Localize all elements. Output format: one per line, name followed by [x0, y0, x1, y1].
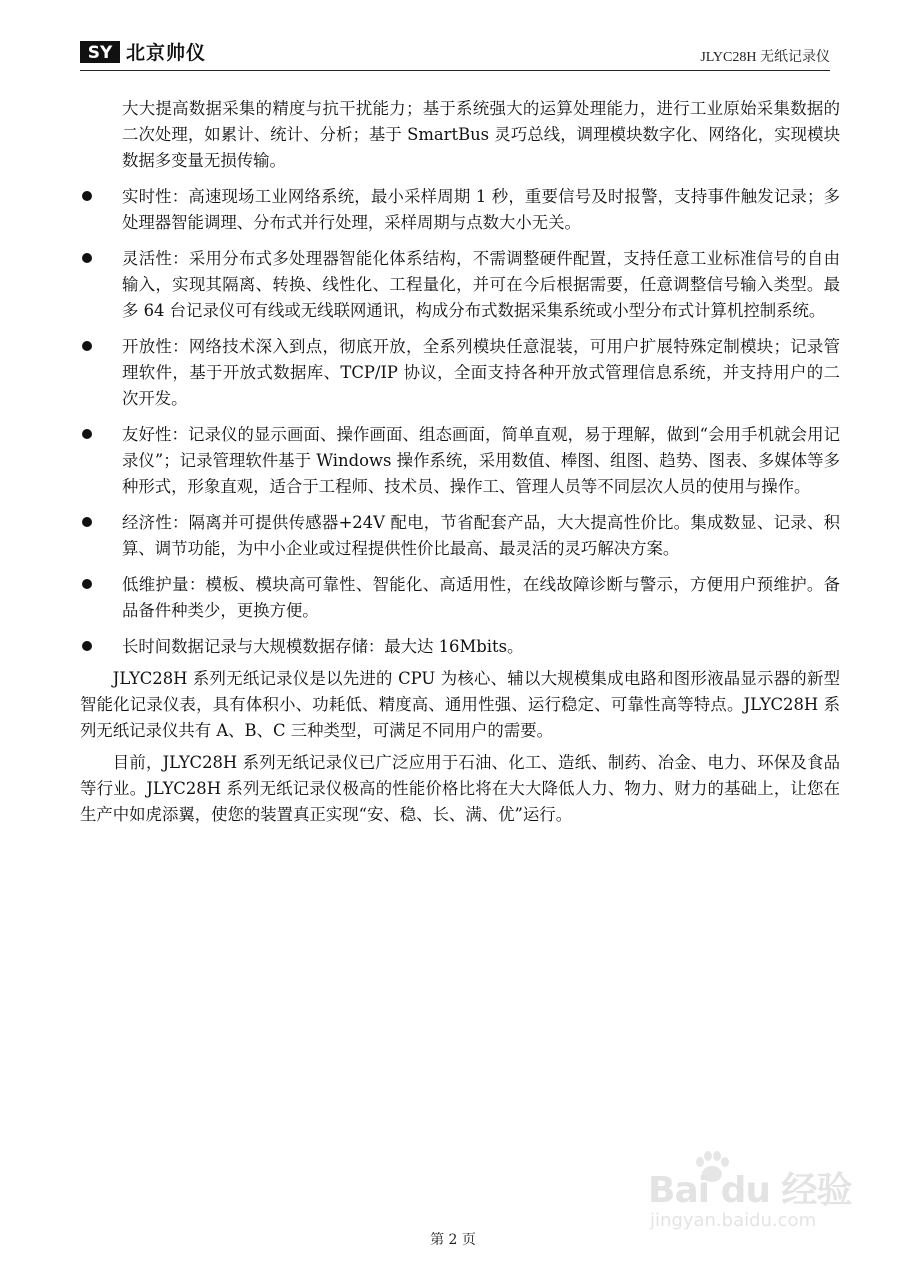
page-header — [80, 34, 830, 71]
bullet-dot-icon — [82, 341, 92, 351]
page-number: 第 2 页 — [430, 1232, 476, 1248]
svg-text:SY: SY — [87, 42, 113, 63]
body-paragraph-intro: JLYC28H 系列无纸记录仪是以先进的 CPU 为核心、辅以大规模集成电路和图形液晶显示器的新型智能化记录仪表，具有体积小、功耗低、精度高、通用性强、运行稳定、可靠性高等特点。JLYC28H 系列无纸记录仪共有 A、B、C 三种类型，可满足不同用户的需要。 — [80, 669, 840, 740]
bullet-text: 经济性：隔离并可提供传感器+24V 配电，节省配套产品，大大提高性价比。集成数显、记录、积算、调节功能，为中小企业或过程提供性价比最高、最灵活的灵巧解决方案。 — [122, 513, 840, 558]
bullet-text: 长时间数据记录与大规模数据存储：最大达 16Mbits。 — [122, 637, 524, 656]
bullet-dot-icon — [82, 579, 92, 589]
bullet-dot-icon — [82, 191, 92, 201]
bullet-item-low-maintenance — [80, 572, 840, 624]
bullet-text: 低维护量：模板、模块高可靠性、智能化、高适用性，在线故障诊断与警示，方便用户预维护。备品备件种类少，更换方便。 — [122, 575, 840, 620]
continuation-paragraph: 大大提高数据采集的精度与抗干扰能力；基于系统强大的运算处理能力，进行工业原始采集数据的二次处理，如累计、统计、分析；基于 SmartBus 灵巧总线，调理模块数字化、网络化，实现模块数据多变量无损传输。 — [122, 99, 840, 170]
body-paragraph-applications: 目前，JLYC28H 系列无纸记录仪已广泛应用于石油、化工、造纸、制药、冶金、电力、环保及食品等行业。JLYC28H 系列无纸记录仪极高的性能价格比将在大大降低人力、物力、财力的基础上，让您在生产中如虎添翼，使您的装置真正实现“安、稳、长、满、优”运行。 — [80, 753, 840, 824]
bullet-dot-icon — [82, 641, 92, 651]
bullet-item-economy — [80, 510, 840, 562]
bullet-item-realtime — [80, 184, 840, 236]
company-name: 北京帅仪 — [126, 42, 207, 64]
watermark-url: jingyan.baidu.com — [650, 1210, 817, 1231]
bullet-dot-icon — [82, 517, 92, 527]
page-body — [80, 96, 840, 834]
bullet-text: 灵活性：采用分布式多处理器智能化体系结构，不需调整硬件配置，支持任意工业标准信号的自由输入，实现其隔离、转换、线性化、工程量化，并可在今后根据需要，任意调整信号输入类型。最多 64 台记录仪可有线或无线联网通讯，构成分布式数据采集系统或小型分布式计算机控制系统。 — [122, 249, 840, 320]
sy-logo-mark — [80, 41, 120, 63]
company-logo — [80, 38, 206, 65]
bullet-item-openness — [80, 334, 840, 412]
bullet-text: 开放性：网络技术深入到点，彻底开放，全系列模块任意混装，可用户扩展特殊定制模块；记录管理软件，基于开放式数据库、TCP/IP 协议，全面支持各种开放式管理信息系统，并支持用户的二次开发。 — [122, 337, 840, 408]
document-title: JLYC28H 无纸记录仪 — [700, 50, 830, 65]
bullet-dot-icon — [82, 429, 92, 439]
baidu-watermark — [648, 1150, 858, 1240]
watermark-brand: Bai du 经验 — [648, 1170, 852, 1211]
bullet-dot-icon — [82, 253, 92, 263]
bullet-text: 实时性：高速现场工业网络系统，最小采样周期 1 秒，重要信号及时报警，支持事件触发记录；多处理器智能调理、分布式并行处理，采样周期与点数大小无关。 — [122, 187, 840, 232]
bullet-item-data-storage — [80, 634, 840, 660]
bullet-item-friendliness — [80, 422, 840, 500]
bullet-text: 友好性：记录仪的显示画面、操作画面、组态画面，简单直观，易于理解，做到“会用手机就会用记录仪”；记录管理软件基于 Windows 操作系统，采用数值、棒图、组图、趋势、图表、多媒体等多种形式，形象直观，适合于工程师、技术员、操作工、管理人员等不同层次人员的使用与操作。 — [122, 425, 840, 496]
bullet-item-flexibility — [80, 246, 840, 324]
